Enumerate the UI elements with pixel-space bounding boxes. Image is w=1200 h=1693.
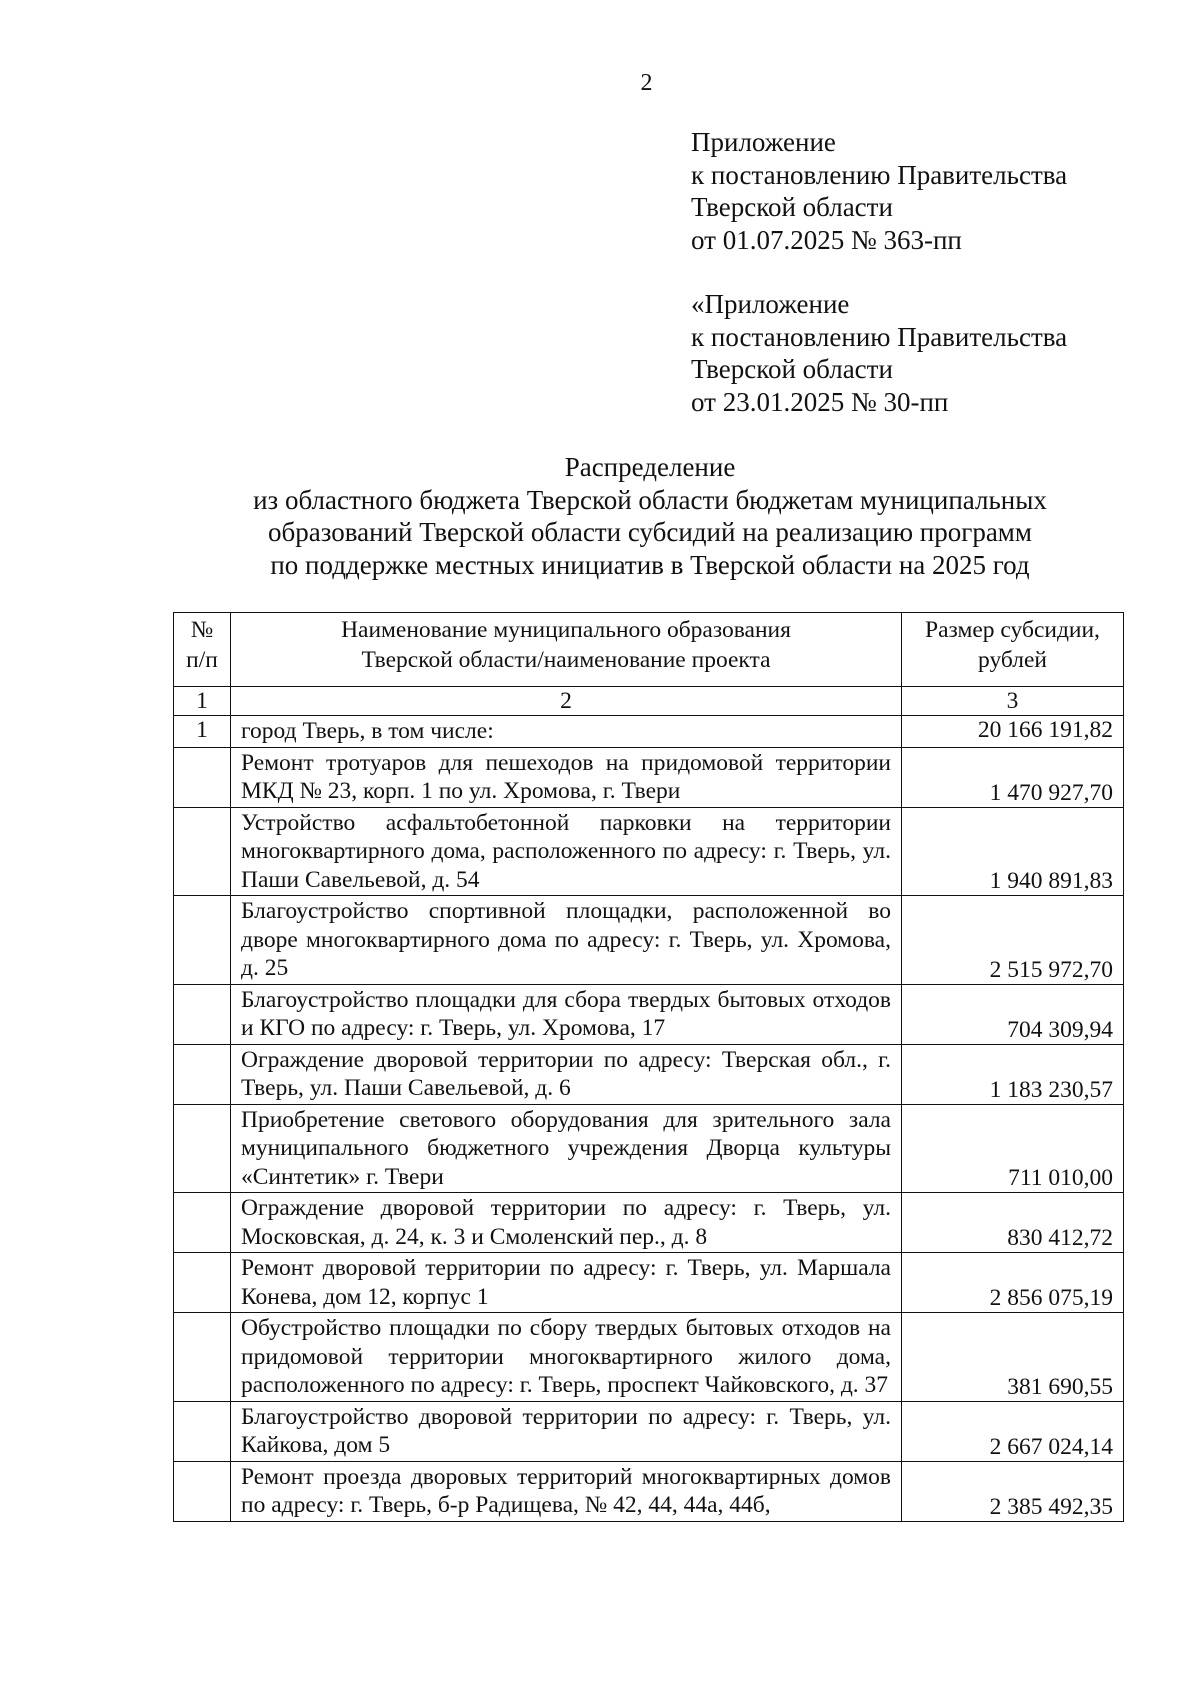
row-number xyxy=(174,1461,231,1521)
header-amount-line: рублей xyxy=(978,647,1047,673)
row-number xyxy=(174,896,231,985)
header-name-line: Тверской области/наименование проекта xyxy=(361,647,771,673)
table-row xyxy=(174,896,1124,985)
row-number xyxy=(174,1253,231,1313)
subsidy-amount: 830 412,72 xyxy=(902,1193,1124,1253)
header-amount xyxy=(902,613,1124,687)
subsidy-amount: 704 309,94 xyxy=(902,984,1124,1044)
row-number: 1 xyxy=(174,716,231,748)
table-body xyxy=(174,716,1124,1522)
appendix-original-line: от 23.01.2025 № 30-пп xyxy=(691,386,949,417)
appendix-original-header xyxy=(691,288,1067,418)
subsidy-distribution-table xyxy=(173,612,1124,1522)
title-line: по поддержке местных инициатив в Тверской области на 2025 год xyxy=(270,549,1030,580)
table-row xyxy=(174,1044,1124,1104)
project-name: Благоустройство дворовой территории по адресу: г. Тверь, ул. Кайкова, дом 5 xyxy=(231,1401,902,1461)
table-row xyxy=(174,747,1124,807)
row-number xyxy=(174,807,231,896)
appendix-original-line: к постановлению Правительства xyxy=(691,321,1068,352)
table-row xyxy=(174,984,1124,1044)
row-number xyxy=(174,1313,231,1402)
title-line: Распределение xyxy=(564,452,736,482)
column-number: 3 xyxy=(902,687,1124,716)
row-number xyxy=(174,1193,231,1253)
title-line: образований Тверской области субсидий на реализацию программ xyxy=(268,517,1032,547)
subsidy-amount: 2 385 492,35 xyxy=(902,1461,1124,1521)
column-number: 2 xyxy=(231,687,902,716)
column-number: 1 xyxy=(174,687,231,716)
project-name: Ограждение дворовой территории по адресу: г. Тверь, ул. Московская, д. 24, к. 3 и Смоленский пер., д. 8 xyxy=(231,1193,902,1253)
subsidy-amount: 1 470 927,70 xyxy=(902,747,1124,807)
project-name: Ремонт тротуаров для пешеходов на придомовой территории МКД № 23, корп. 1 по ул. Хромова, г. Твери xyxy=(231,747,902,807)
table-row xyxy=(174,1193,1124,1253)
document-title xyxy=(150,451,1150,581)
table-row xyxy=(174,1401,1124,1461)
row-number xyxy=(174,1104,231,1193)
project-name: Устройство асфальтобетонной парковки на территории многоквартирного дома, расположенного по адресу: г. Тверь, ул. Паши Савельевой, д. 54 xyxy=(231,807,902,896)
table-row xyxy=(174,1313,1124,1402)
header-number-line: № xyxy=(190,617,214,643)
project-name: Благоустройство спортивной площадки, расположенной во дворе многоквартирного дома по адресу: г. Тверь, ул. Хромова, д. 25 xyxy=(231,896,902,985)
project-name: Приобретение светового оборудования для зрительного зала муниципального бюджетного учреждения Дворца культуры «Синтетик» г. Твери xyxy=(231,1104,902,1193)
table-row xyxy=(174,807,1124,896)
project-name: Обустройство площадки по сбору твердых бытовых отходов на придомовой территории многоквартирного жилого дома, расположенного по адресу: г. Тверь, проспект Чайковского, д. 37 xyxy=(231,1313,902,1402)
table-row xyxy=(174,1461,1124,1521)
row-number xyxy=(174,1044,231,1104)
header-number xyxy=(174,613,231,687)
subsidy-amount: 2 515 972,70 xyxy=(902,896,1124,985)
table-row xyxy=(174,716,1124,748)
subsidy-amount: 1 183 230,57 xyxy=(902,1044,1124,1104)
page-number: 2 xyxy=(640,70,653,96)
subsidy-amount: 711 010,00 xyxy=(902,1104,1124,1193)
project-name: Благоустройство площадки для сбора твердых бытовых отходов и КГО по адресу: г. Тверь, ул. Хромова, 17 xyxy=(231,984,902,1044)
row-number xyxy=(174,984,231,1044)
project-name: Ограждение дворовой территории по адресу: Тверская обл., г. Тверь, ул. Паши Савельевой, д. 6 xyxy=(231,1044,902,1104)
header-name-line: Наименование муниципального образования xyxy=(341,617,791,643)
appendix-current-line: Приложение xyxy=(691,127,836,157)
header-name xyxy=(231,613,902,687)
project-name: Ремонт дворовой территории по адресу: г. Тверь, ул. Маршала Конева, дом 12, корпус 1 xyxy=(231,1253,902,1313)
appendix-current-line: от 01.07.2025 № 363-пп xyxy=(691,224,962,255)
project-name: Ремонт проезда дворовых территорий многоквартирных домов по адресу: г. Тверь, б-р Радищева, № 42, 44, 44а, 44б, xyxy=(231,1461,902,1521)
subsidy-amount: 381 690,55 xyxy=(902,1313,1124,1402)
subsidy-amount: 2 667 024,14 xyxy=(902,1401,1124,1461)
header-number-line: п/п xyxy=(186,647,218,673)
appendix-original-line: «Приложение xyxy=(691,289,850,319)
row-number xyxy=(174,1401,231,1461)
column-number-row xyxy=(174,687,1124,716)
subsidy-amount: 20 166 191,82 xyxy=(902,716,1124,748)
appendix-current-line: Тверской области xyxy=(691,192,893,222)
appendix-current-line: к постановлению Правительства xyxy=(691,159,1068,190)
appendix-current-header xyxy=(691,126,1067,256)
subsidy-amount: 1 940 891,83 xyxy=(902,807,1124,896)
header-amount-line: Размер субсидии, xyxy=(925,617,1100,643)
title-line: из областного бюджета Тверской области бюджетам муниципальных xyxy=(253,484,1047,515)
table-header-row xyxy=(174,613,1124,687)
table-row xyxy=(174,1253,1124,1313)
project-name: город Тверь, в том числе: xyxy=(231,716,902,748)
table-row xyxy=(174,1104,1124,1193)
subsidy-amount: 2 856 075,19 xyxy=(902,1253,1124,1313)
appendix-original-line: Тверской области xyxy=(691,354,893,384)
row-number xyxy=(174,747,231,807)
